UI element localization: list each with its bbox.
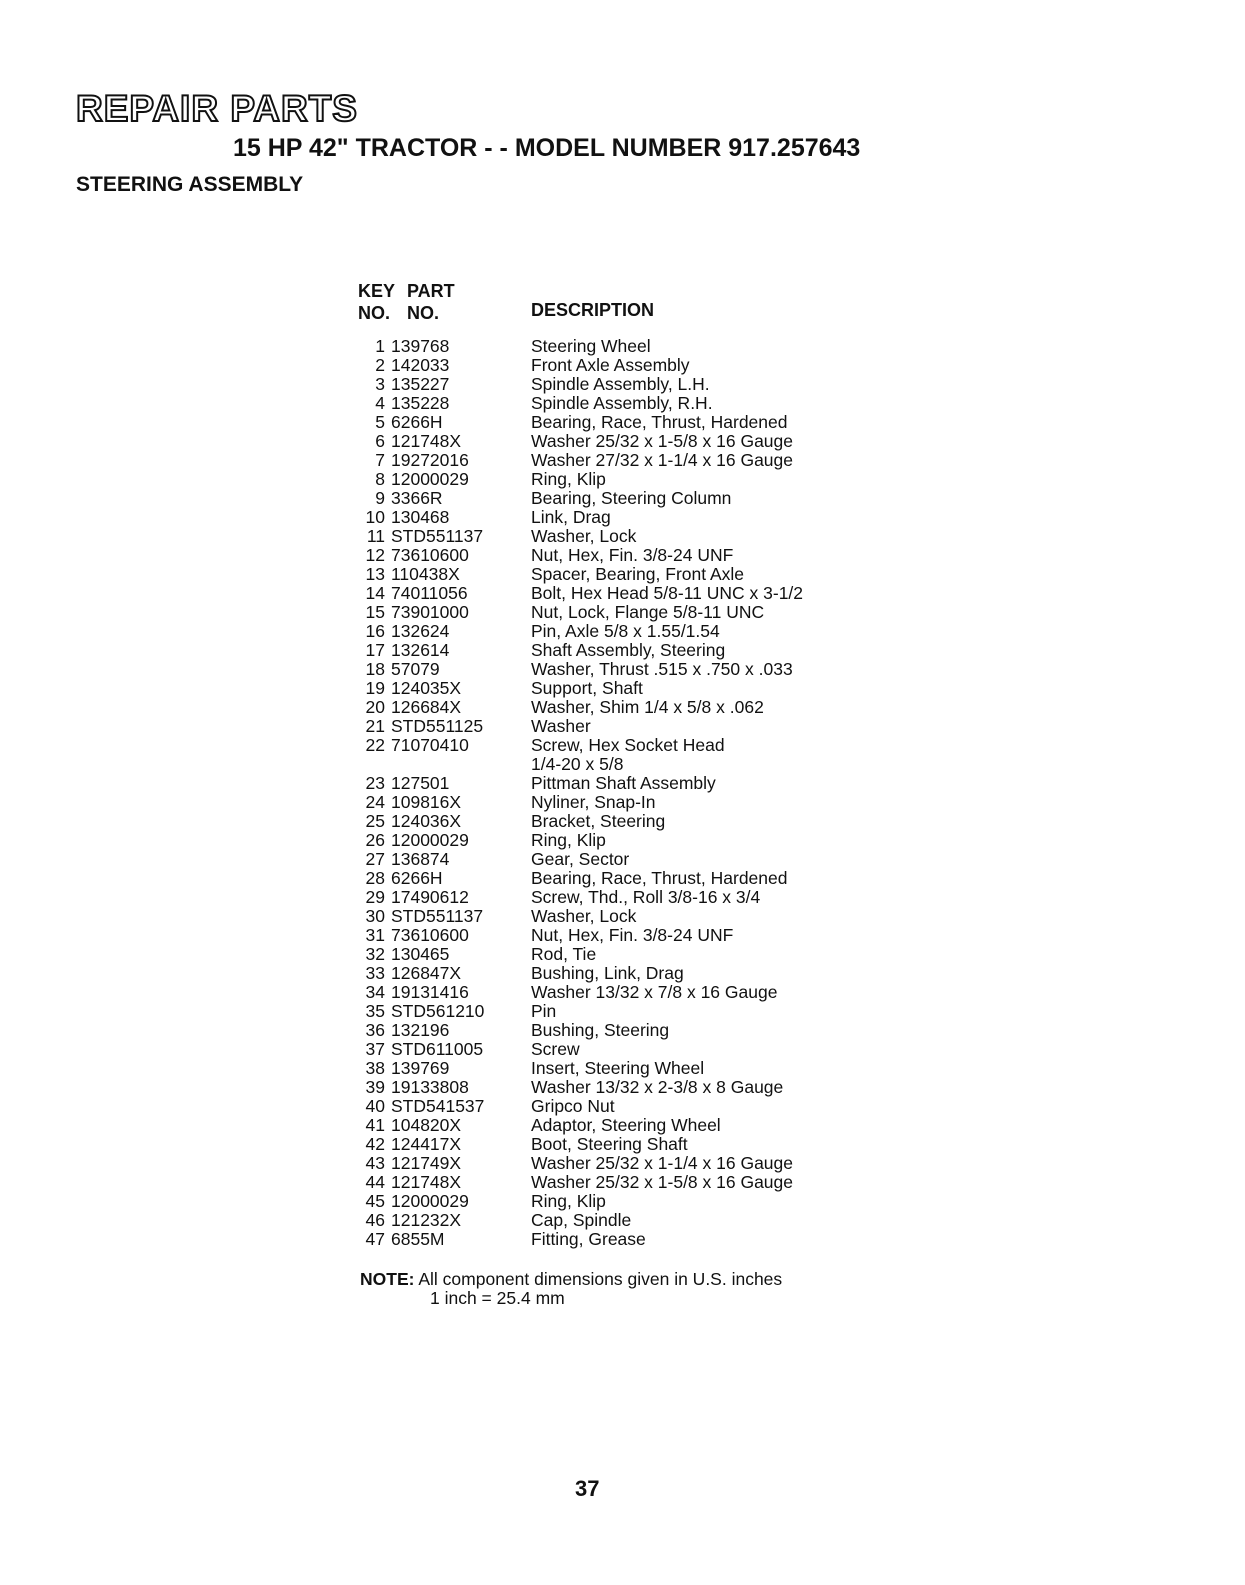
list-item <box>340 451 900 470</box>
list-item <box>340 698 900 717</box>
part-description: Screw <box>531 1039 580 1059</box>
list-item <box>340 508 900 527</box>
part-number: 121748X <box>391 431 462 451</box>
list-item <box>340 1097 900 1116</box>
list-item <box>340 394 900 413</box>
list-item <box>340 869 900 888</box>
part-number: 130468 <box>391 507 450 527</box>
list-item <box>340 945 900 964</box>
list-item <box>340 375 900 394</box>
key-number: 39 <box>365 1077 385 1097</box>
part-number: 124036X <box>391 811 462 831</box>
list-item <box>340 603 900 622</box>
part-number: 104820X <box>391 1115 462 1135</box>
part-description: Gripco Nut <box>531 1096 615 1116</box>
key-number: 37 <box>365 1039 385 1059</box>
page-number: 37 <box>575 1476 600 1501</box>
part-number: 124035X <box>391 678 462 698</box>
part-number: 19131416 <box>391 982 469 1002</box>
key-number: 34 <box>365 982 385 1002</box>
key-number: 36 <box>365 1020 385 1040</box>
part-number: 139768 <box>391 336 450 356</box>
key-number: 45 <box>365 1191 385 1211</box>
list-item <box>340 983 900 1002</box>
key-header-line1: KEY <box>358 281 396 301</box>
part-number: STD551137 <box>391 906 484 926</box>
key-number: 29 <box>365 887 385 907</box>
list-item <box>340 793 900 812</box>
part-description: Bearing, Steering Column <box>531 488 732 508</box>
part-number: 130465 <box>391 944 450 964</box>
part-description: Rod, Tie <box>531 944 597 964</box>
part-number: 139769 <box>391 1058 450 1078</box>
list-item <box>340 565 900 584</box>
key-number: 21 <box>365 716 385 736</box>
part-number: 126684X <box>391 697 462 717</box>
part-description: Insert, Steering Wheel <box>531 1058 705 1078</box>
list-item <box>340 1154 900 1173</box>
key-number: 18 <box>365 659 385 679</box>
part-number: 73610600 <box>391 925 469 945</box>
section-heading: STEERING ASSEMBLY <box>76 173 304 196</box>
list-item <box>340 432 900 451</box>
list-item <box>340 1021 900 1040</box>
list-item <box>340 1192 900 1211</box>
key-number: 5 <box>375 412 385 432</box>
key-number: 14 <box>365 583 385 603</box>
key-number: 47 <box>365 1229 385 1249</box>
part-number: 132614 <box>391 640 450 660</box>
part-number: 12000029 <box>391 469 469 489</box>
list-item <box>340 337 900 356</box>
part-number: 109816X <box>391 792 462 812</box>
part-number: STD551137 <box>391 526 484 546</box>
key-number: 22 <box>365 735 385 755</box>
part-number: 6266H <box>391 412 443 432</box>
part-number: 121749X <box>391 1153 462 1173</box>
key-number: 32 <box>365 944 385 964</box>
part-number: STD551125 <box>391 716 484 736</box>
list-item <box>340 1059 900 1078</box>
key-number: 1 <box>375 336 385 356</box>
list-item <box>340 888 900 907</box>
model-subtitle: 15 HP 42" TRACTOR - - MODEL NUMBER 917.257643 <box>233 134 861 162</box>
list-item <box>340 926 900 945</box>
list-item <box>340 1116 900 1135</box>
part-number: 142033 <box>391 355 450 375</box>
page-title: REPAIR PARTS <box>76 88 358 129</box>
list-item <box>340 1135 900 1154</box>
part-number: 132624 <box>391 621 450 641</box>
part-description: Washer 25/32 x 1-5/8 x 16 Gauge <box>531 431 794 451</box>
part-description: Pin <box>531 1001 557 1021</box>
list-item <box>340 831 900 850</box>
part-description: Washer 13/32 x 7/8 x 16 Gauge <box>531 982 778 1002</box>
key-number: 42 <box>365 1134 385 1154</box>
part-number: 3366R <box>391 488 443 508</box>
part-description: Screw, Thd., Roll 3/8-16 x 3/4 <box>531 887 761 907</box>
part-description: Bearing, Race, Thrust, Hardened <box>531 868 788 888</box>
list-item <box>340 907 900 926</box>
part-number: 127501 <box>391 773 450 793</box>
key-number: 7 <box>375 450 385 470</box>
key-number: 23 <box>365 773 385 793</box>
description-header: DESCRIPTION <box>531 300 655 320</box>
part-description: Washer 27/32 x 1-1/4 x 16 Gauge <box>531 450 794 470</box>
note <box>360 1270 782 1289</box>
part-number: 126847X <box>391 963 462 983</box>
key-number: 41 <box>365 1115 385 1135</box>
list-item <box>340 736 900 774</box>
key-number: 19 <box>365 678 385 698</box>
list-item <box>340 679 900 698</box>
part-description: Spacer, Bearing, Front Axle <box>531 564 745 584</box>
list-item <box>340 527 900 546</box>
list-item <box>340 964 900 983</box>
list-item <box>340 812 900 831</box>
list-item <box>340 641 900 660</box>
list-item <box>340 1173 900 1192</box>
part-number: 12000029 <box>391 1191 469 1211</box>
note-line1: All component dimensions given in U.S. inches <box>418 1269 783 1289</box>
key-number: 24 <box>365 792 385 812</box>
part-number: 135227 <box>391 374 450 394</box>
key-number: 3 <box>375 374 385 394</box>
list-item <box>340 1040 900 1059</box>
list-item <box>340 660 900 679</box>
list-item <box>340 356 900 375</box>
list-item <box>340 622 900 641</box>
key-number: 15 <box>365 602 385 622</box>
list-item <box>340 717 900 736</box>
key-number: 40 <box>365 1096 385 1116</box>
key-number: 2 <box>375 355 385 375</box>
part-number: 71070410 <box>391 735 469 755</box>
part-description: Fitting, Grease <box>531 1229 646 1249</box>
part-description: Spindle Assembly, L.H. <box>531 374 710 394</box>
key-no-header <box>358 280 395 324</box>
part-description: Nut, Hex, Fin. 3/8-24 UNF <box>531 925 734 945</box>
part-description: Ring, Klip <box>531 469 606 489</box>
key-number: 25 <box>365 811 385 831</box>
part-description: Nut, Hex, Fin. 3/8-24 UNF <box>531 545 734 565</box>
part-description: Washer, Lock <box>531 906 637 926</box>
key-number: 4 <box>375 393 385 413</box>
part-description: Washer, Shim 1/4 x 5/8 x .062 <box>531 697 764 717</box>
part-description: Spindle Assembly, R.H. <box>531 393 713 413</box>
part-description: Pittman Shaft Assembly <box>531 773 716 793</box>
part-number: 135228 <box>391 393 450 413</box>
part-number: 6855M <box>391 1229 445 1249</box>
list-item <box>340 774 900 793</box>
list-item <box>340 1002 900 1021</box>
part-description: Cap, Spindle <box>531 1210 632 1230</box>
key-header-line2: NO. <box>358 303 391 323</box>
part-description: Gear, Sector <box>531 849 630 869</box>
part-number: 110438X <box>391 564 460 584</box>
list-item <box>340 1211 900 1230</box>
part-description: Front Axle Assembly <box>531 355 690 375</box>
part-number: 73610600 <box>391 545 469 565</box>
list-item <box>340 489 900 508</box>
list-item <box>340 546 900 565</box>
part-number: 74011056 <box>391 583 468 603</box>
key-number: 26 <box>365 830 385 850</box>
note-label: NOTE: <box>360 1269 415 1289</box>
parts-list <box>340 337 900 1249</box>
part-description: Support, Shaft <box>531 678 643 698</box>
part-description: Nut, Lock, Flange 5/8-11 UNC <box>531 602 765 622</box>
part-number: 19133808 <box>391 1077 469 1097</box>
part-number: 12000029 <box>391 830 469 850</box>
key-number: 20 <box>365 697 385 717</box>
key-number: 9 <box>375 488 385 508</box>
list-item <box>340 850 900 869</box>
part-description: Nyliner, Snap-In <box>531 792 656 812</box>
part-description: Screw, Hex Socket Head 1/4-20 x 5/8 <box>531 735 725 774</box>
part-number: 124417X <box>391 1134 462 1154</box>
part-description: Boot, Steering Shaft <box>531 1134 688 1154</box>
key-number: 16 <box>365 621 385 641</box>
key-number: 38 <box>365 1058 385 1078</box>
part-description: Washer 25/32 x 1-5/8 x 16 Gauge <box>531 1172 794 1192</box>
part-description: Washer, Lock <box>531 526 637 546</box>
part-description: Shaft Assembly, Steering <box>531 640 726 660</box>
part-header-line1: PART <box>407 281 455 301</box>
part-description: Washer, Thrust .515 x .750 x .033 <box>531 659 793 679</box>
key-number: 44 <box>365 1172 385 1192</box>
part-description: Washer 13/32 x 2-3/8 x 8 Gauge <box>531 1077 784 1097</box>
key-number: 46 <box>365 1210 385 1230</box>
part-number: 17490612 <box>391 887 469 907</box>
part-number: 57079 <box>391 659 440 679</box>
key-number: 33 <box>365 963 385 983</box>
part-description: Bolt, Hex Head 5/8-11 UNC x 3-1/2 <box>531 583 804 603</box>
key-number: 27 <box>365 849 385 869</box>
list-item <box>340 413 900 432</box>
key-number: 6 <box>375 431 385 451</box>
part-no-header <box>407 280 455 324</box>
part-description: Bushing, Link, Drag <box>531 963 684 983</box>
key-number: 43 <box>365 1153 385 1173</box>
key-number: 35 <box>365 1001 385 1021</box>
part-description: Ring, Klip <box>531 830 606 850</box>
key-number: 28 <box>365 868 385 888</box>
part-description: Washer 25/32 x 1-1/4 x 16 Gauge <box>531 1153 794 1173</box>
key-number: 17 <box>365 640 385 660</box>
part-description: Bracket, Steering <box>531 811 666 831</box>
part-description: Bearing, Race, Thrust, Hardened <box>531 412 788 432</box>
part-description: Adaptor, Steering Wheel <box>531 1115 721 1135</box>
key-number: 31 <box>365 925 385 945</box>
part-description: Link, Drag <box>531 507 611 527</box>
part-number: 19272016 <box>391 450 469 470</box>
part-description: Bushing, Steering <box>531 1020 670 1040</box>
part-number: 6266H <box>391 868 443 888</box>
key-number: 8 <box>375 469 385 489</box>
part-number: 136874 <box>391 849 450 869</box>
key-number: 13 <box>365 564 385 584</box>
part-description: Pin, Axle 5/8 x 1.55/1.54 <box>531 621 720 641</box>
part-number: 73901000 <box>391 602 469 622</box>
part-number: STD561210 <box>391 1001 485 1021</box>
note-line2: 1 inch = 25.4 mm <box>430 1288 565 1308</box>
list-item <box>340 1230 900 1249</box>
list-item <box>340 584 900 603</box>
part-number: 132196 <box>391 1020 450 1040</box>
part-description: Ring, Klip <box>531 1191 606 1211</box>
key-number: 30 <box>365 906 385 926</box>
part-header-line2: NO. <box>407 303 440 323</box>
part-description: Washer <box>531 716 591 736</box>
part-number: 121232X <box>391 1210 462 1230</box>
list-item <box>340 470 900 489</box>
key-number: 10 <box>365 507 385 527</box>
part-number: 121748X <box>391 1172 462 1192</box>
part-description: Steering Wheel <box>531 336 651 356</box>
part-number: STD611005 <box>391 1039 484 1059</box>
key-number: 11 <box>366 526 385 546</box>
key-number: 12 <box>365 545 385 565</box>
list-item <box>340 1078 900 1097</box>
part-number: STD541537 <box>391 1096 485 1116</box>
